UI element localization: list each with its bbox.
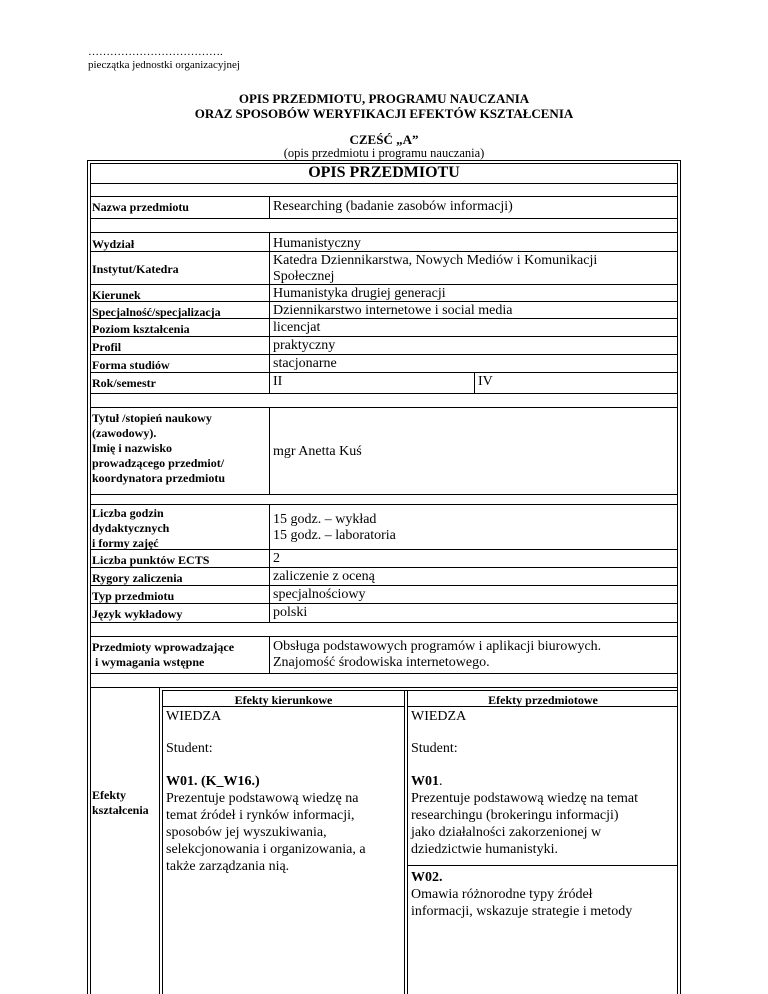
value-profil: praktyczny <box>273 338 336 353</box>
right-text2-line2: informacji, wskazuje strategie i metody <box>411 904 633 919</box>
left-text-line4: selekcjonowania i organizowania, a <box>166 842 366 857</box>
label-tytul-line3: Imię i nazwisko <box>92 441 173 455</box>
left-student: Student: <box>166 741 213 756</box>
value-semestr: IV <box>478 374 493 389</box>
part-subtitle: (opis przedmiotu i programu nauczania) <box>283 146 485 160</box>
label-rok: Rok/semestr <box>92 376 156 390</box>
value-tytul: mgr Anetta Kuś <box>273 444 362 459</box>
label-forma: Forma studiów <box>92 358 170 372</box>
label-przedmioty-line2: i wymagania wstępne <box>92 655 205 669</box>
left-text-line1: Prezentuje podstawową wiedzę na <box>166 791 359 806</box>
head-efekty-kierunkowe: Efekty kierunkowe <box>234 693 333 707</box>
head-efekty-przedmiotowe: Efekty przedmiotowe <box>488 693 598 707</box>
label-godziny-line2: dydaktycznych <box>92 521 170 535</box>
right-text1-line4: dziedzictwie humanistyki. <box>411 842 558 857</box>
document-title-line1: OPIS PRZEDMIOTU, PROGRAMU NAUCZANIA <box>238 91 530 106</box>
label-tytul-line1: Tytuł /stopień naukowy <box>92 411 212 425</box>
label-tytul-line5: koordynatora przedmiotu <box>92 471 225 485</box>
left-text-line3: sposobów jej wyszukiwania, <box>166 825 327 840</box>
value-nazwa: Researching (badanie zasobów informacji) <box>273 199 513 214</box>
label-tytul-line2: (zawodowy). <box>92 426 157 440</box>
value-przedmioty-line2: Znajomość środowiska internetowego. <box>273 655 490 670</box>
right-code-w02: W02. <box>411 870 443 885</box>
label-godziny-line1: Liczba godzin <box>92 506 164 520</box>
label-godziny-line3: i formy zajęć <box>92 536 159 550</box>
value-rygory: zaliczenie z oceną <box>273 569 375 584</box>
label-efekty-line1: Efekty <box>92 788 126 802</box>
label-instytut: Instytut/Katedra <box>92 262 179 276</box>
label-specjalnosc: Specjalność/specjalizacja <box>92 305 221 319</box>
value-wydzial: Humanistyczny <box>273 236 361 251</box>
value-poziom: licencjat <box>273 320 321 335</box>
value-godziny-line1: 15 godz. – wykład <box>273 512 377 527</box>
right-student: Student: <box>411 741 458 756</box>
value-instytut-line1: Katedra Dziennikarstwa, Nowych Mediów i Komunikacji <box>273 253 598 268</box>
right-code-w01: W01. <box>411 774 443 789</box>
label-tytul-line4: prowadzącego przedmiot/ <box>92 456 225 470</box>
value-forma: stacjonarne <box>273 356 337 371</box>
value-instytut-line2: Społecznej <box>273 269 335 284</box>
label-efekty-line2: kształcenia <box>92 803 149 817</box>
label-kierunek: Kierunek <box>92 288 141 302</box>
right-text1-line3: jako działalności zakorzenionej w <box>411 825 602 840</box>
label-ects: Liczba punktów ECTS <box>92 553 210 567</box>
right-text1-line1: Prezentuje podstawową wiedzę na temat <box>411 791 639 806</box>
label-typ: Typ przedmiotu <box>92 589 175 603</box>
label-jezyk: Język wykładowy <box>92 607 183 621</box>
value-kierunek: Humanistyka drugiej generacji <box>273 286 446 301</box>
stamp-caption: pieczątka jednostki organizacyjnej <box>88 59 240 71</box>
value-jezyk: polski <box>273 605 308 620</box>
label-profil: Profil <box>92 340 122 354</box>
label-rygory: Rygory zaliczenia <box>92 571 183 585</box>
value-ects: 2 <box>273 551 280 566</box>
left-text-line5: także zarządzania nią. <box>166 859 290 874</box>
table-title: OPIS PRZEDMIOTU <box>308 164 460 181</box>
label-wydzial: Wydział <box>92 237 135 251</box>
part-title: CZEŚĆ „A” <box>349 132 419 147</box>
right-text2-line1: Omawia różnorodne typy źródeł <box>411 887 593 902</box>
left-section-wiedza: WIEDZA <box>166 709 222 724</box>
label-poziom: Poziom kształcenia <box>92 322 190 336</box>
stamp-dots: ………………………………. <box>88 46 223 58</box>
left-code: W01. (K_W16.) <box>166 774 260 789</box>
right-section-wiedza: WIEDZA <box>411 709 467 724</box>
document-title-line2: ORAZ SPOSOBÓW WERYFIKACJI EFEKTÓW KSZTAŁCENIA <box>194 106 574 121</box>
value-specjalnosc: Dziennikarstwo internetowe i social media <box>273 303 513 318</box>
value-godziny-line2: 15 godz. – laboratoria <box>273 528 396 543</box>
value-przedmioty-line1: Obsługa podstawowych programów i aplikacji biurowych. <box>273 639 602 654</box>
label-przedmioty-line1: Przedmioty wprowadzające <box>92 640 235 654</box>
left-text-line2: temat źródeł i rynków informacji, <box>166 808 355 823</box>
value-typ: specjalnościowy <box>273 587 366 602</box>
right-text1-line2: researchingu (brokeringu informacji) <box>411 808 619 823</box>
label-nazwa: Nazwa przedmiotu <box>92 200 189 214</box>
value-rok: II <box>273 374 283 389</box>
